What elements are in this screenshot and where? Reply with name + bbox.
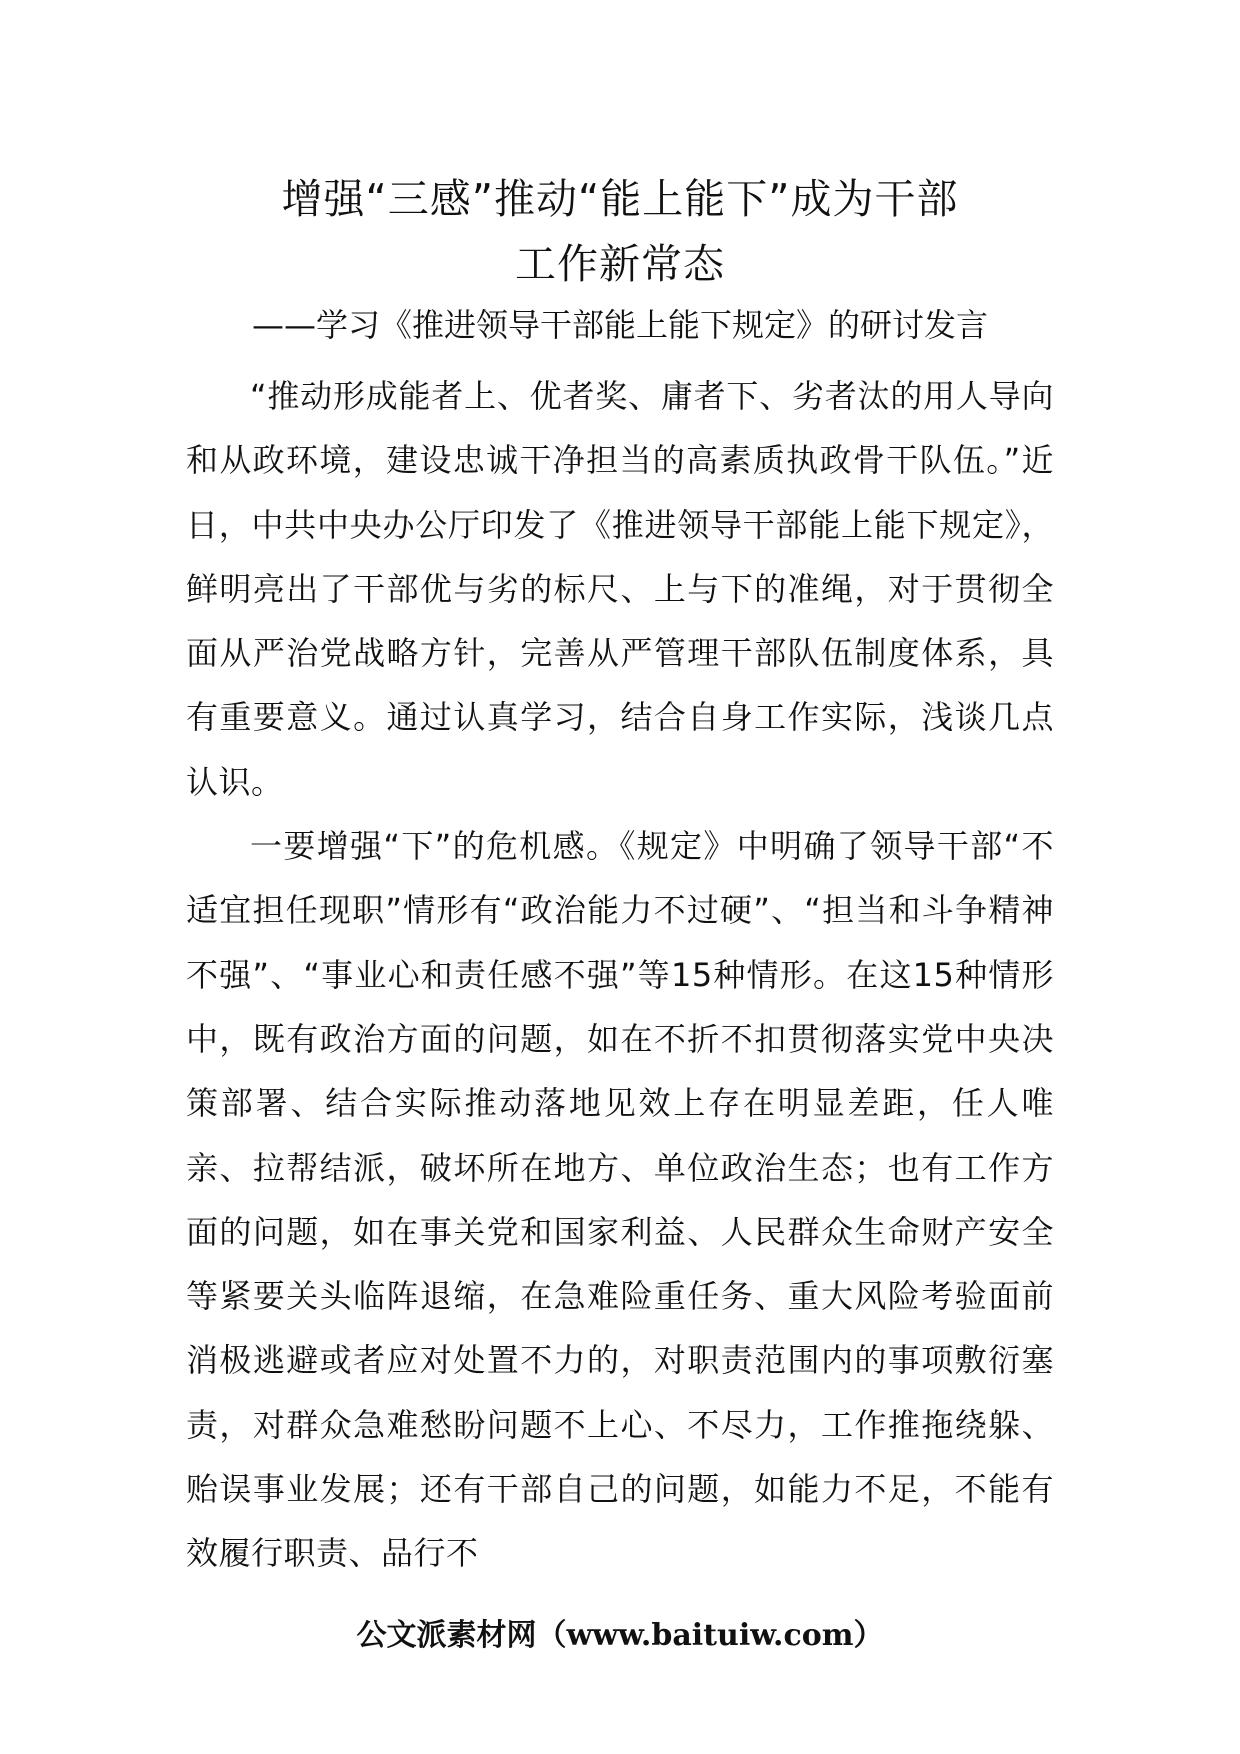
body-paragraph-1: “推动形成能者上、优者奖、庸者下、劣者汰的用人导向和从政环境，建设忠诚干净担当的高素质执政骨干队伍。”近日，中共中央办公厅印发了《推进领导干部能上能下规定》，鲜明亮出了干部优与劣的标尺、上与下的准绳，对于贯彻全面从严治党战略方针，完善从严管理干部队伍制度体系，具有重要意义。通过认真学习，结合自身工作实际，浅谈几点认识。 bbox=[186, 377, 1054, 801]
document-body bbox=[186, 364, 1054, 1586]
body-paragraph-2: 一要增强“下”的危机感。《规定》中明确了领导干部“不适宜担任现职”情形有“政治能力不过硬”、“担当和斗争精神不强”、“事业心和责任感不强”等15种情形。在这15种情形中，既有政治方面的问题，如在不折不扣贯彻落实党中央决策部署、结合实际推动落地见效上存在明显差距，任人唯亲、拉帮结派，破坏所在地方、单位政治生态；也有工作方面的问题，如在事关党和国家利益、人民群众生命财产安全等紧要关头临阵退缩，在急难险重任务、重大风险考验面前消极逃避或者应对处置不力的，对职责范围内的事项敷衍塞责，对群众急难愁盼问题不上心、不尽力，工作推拖绕躲、贻误事业发展；还有干部自己的问题，如能力不足，不能有效履行职责、品行不 bbox=[186, 827, 1054, 1573]
document-title-line-2: 工作新常态 bbox=[515, 240, 725, 288]
document-subtitle: ——学习《推进领导干部能上能下规定》的研讨发言 bbox=[251, 306, 988, 344]
document-title-line-1: 增强“三感”推动“能上能下”成为干部 bbox=[281, 175, 959, 223]
footer-watermark: 公文派素材网（www.baituiw.com） bbox=[356, 1618, 884, 1653]
